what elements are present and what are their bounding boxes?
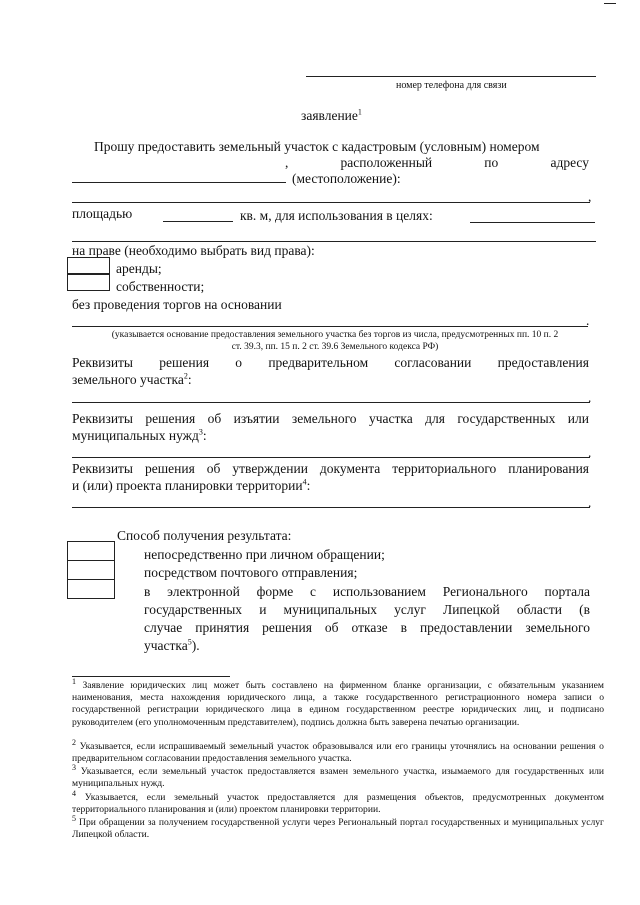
footnote-3-text: Указывается, если земельный участок предоставляется взамен земельного участка, изымаемого для государственных или муниципальных нужд. — [72, 766, 604, 790]
ownership-checkbox[interactable] — [67, 274, 110, 291]
basis-hint-1: (указывается основание предоставления земельного участка без торгов из числа, предусмотренных пп. 10 п. 2 — [111, 330, 559, 340]
withdrawal-dot: . — [588, 445, 592, 460]
area-unit-purpose: кв. м, для использования в целях: — [240, 208, 433, 223]
address-comma: , — [588, 189, 592, 204]
footnote-separator — [72, 676, 230, 677]
area-label: площадью — [72, 206, 133, 221]
footnote-ref-1: 1 — [357, 107, 362, 117]
withdrawal-field — [72, 457, 590, 458]
withdrawal-colon: : — [202, 428, 207, 443]
footnote-3 — [72, 762, 604, 790]
footnote-1-text: Заявление юридических лиц может быть составлено на фирменном бланке организации, с обязательным указанием наименования, места нахождения юридического лица, а также государственного регистрационного номера записи о государственной регистрации юридического лица в едином государственном реестре юридических лиц, и подписано руководителем (его уполномоченным представителем), подпись должна быть заверена печатью организации. — [72, 680, 604, 728]
planning-colon: : — [306, 478, 311, 493]
delivery-electronic-checkbox[interactable] — [67, 579, 115, 599]
address-field — [72, 202, 590, 203]
request-word-by: по — [484, 155, 499, 170]
request-line-2 — [285, 154, 589, 171]
footnote-1 — [72, 676, 604, 729]
footnote-5 — [72, 813, 604, 841]
footnote-ref-3: 3 — [198, 427, 203, 437]
footnote-4-num: 4 — [72, 788, 76, 798]
withdrawal-label-text: муниципальных нужд — [72, 428, 199, 443]
request-comma: , — [285, 155, 289, 170]
footnote-2 — [72, 737, 604, 765]
footnote-2-num: 2 — [72, 737, 76, 747]
lease-option-label: аренды; — [116, 261, 162, 276]
rights-label: на праве (необходимо выбрать вид права): — [72, 243, 315, 258]
basis-dot: . — [586, 313, 590, 328]
footnote-5-num: 5 — [72, 813, 76, 823]
planning-label-line-1: Реквизиты решения об утверждении документа территориального планирования — [72, 461, 589, 476]
planning-field — [72, 507, 590, 508]
delivery-option-electronic-1: в электронной форме с использованием Регионального портала — [144, 584, 590, 599]
footnote-ref-4: 4 — [302, 477, 307, 487]
prelim-label-line-2 — [72, 371, 192, 388]
delivery-option-in-person: непосредственно при личном обращении; — [144, 547, 385, 562]
delivery-mail-checkbox[interactable] — [67, 560, 115, 580]
planning-label-text: и (или) проекта планировки территории — [72, 478, 303, 493]
delivery-option-electronic-4 — [144, 637, 200, 654]
withdrawal-label-line-1: Реквизиты решения об изъятии земельного участка для государственных или — [72, 411, 589, 426]
footnote-3-num: 3 — [72, 762, 76, 772]
request-line-1: Прошу предоставить земельный участок с кадастровым (условным) номером — [94, 139, 540, 154]
footnote-2-text: Указывается, если испрашиваемый земельный участок образовывался или его границы уточнялись на основании решения о предварительном согласовании предоставления земельного участка. — [72, 741, 604, 765]
delivery-option-electronic-3: случае принятия решения об отказе в предоставлении земельного — [144, 620, 590, 635]
footnote-4 — [72, 788, 605, 816]
lease-checkbox[interactable] — [67, 257, 110, 274]
footnote-ref-2: 2 — [183, 371, 188, 381]
scan-mark — [604, 3, 616, 4]
form-title-text: заявление — [301, 108, 358, 123]
prelim-label-text: земельного участка — [72, 372, 184, 387]
phone-label: номер телефона для связи — [396, 80, 507, 91]
prelim-label-line-1: Реквизиты решения о предварительном согласовании предоставления — [72, 355, 589, 370]
cadastral-number-field — [72, 182, 286, 183]
purpose-field — [470, 222, 595, 223]
delivery-label: Способ получения результата: — [117, 528, 292, 543]
prelim-colon: : — [187, 372, 192, 387]
footnote-5-text: При обращении за получением государственной услуги через Региональный портал государственных и муниципальных услуг Липецкой области. — [72, 817, 604, 841]
basis-hint-2: ст. 39.3, пп. 15 п. 2 ст. 39.6 Земельного кодекса РФ) — [231, 342, 439, 352]
location-label: (местоположение): — [292, 171, 401, 186]
form-title — [301, 107, 362, 124]
request-word-address: адресу — [550, 155, 589, 170]
footnote-1-num: 1 — [72, 676, 76, 686]
planning-label-line-2 — [72, 477, 310, 494]
planning-dot: . — [588, 495, 592, 510]
basis-label: без проведения торгов на основании — [72, 297, 282, 312]
delivery-option-electronic-close: ). — [191, 638, 200, 653]
ownership-option-label: собственности; — [116, 279, 205, 294]
footnote-4-text: Указывается, если земельный участок предоставляется для размещения объектов, предусмотренных документом территориального планирования и (или) проектом планировки территории. — [72, 792, 605, 816]
basis-field — [72, 326, 588, 327]
area-field — [163, 221, 233, 222]
phone-line — [306, 76, 596, 77]
request-word-located: расположенный — [340, 155, 433, 170]
withdrawal-label-line-2 — [72, 427, 207, 444]
delivery-option-electronic-2: государственных и муниципальных услуг Липецкой области (в — [144, 602, 590, 617]
prelim-field — [72, 402, 590, 403]
footnote-ref-5: 5 — [187, 637, 192, 647]
delivery-option-electronic-end: участка — [144, 638, 188, 653]
delivery-option-mail: посредством почтового отправления; — [144, 565, 358, 580]
prelim-dot: . — [588, 390, 592, 405]
delivery-in-person-checkbox[interactable] — [67, 541, 115, 561]
